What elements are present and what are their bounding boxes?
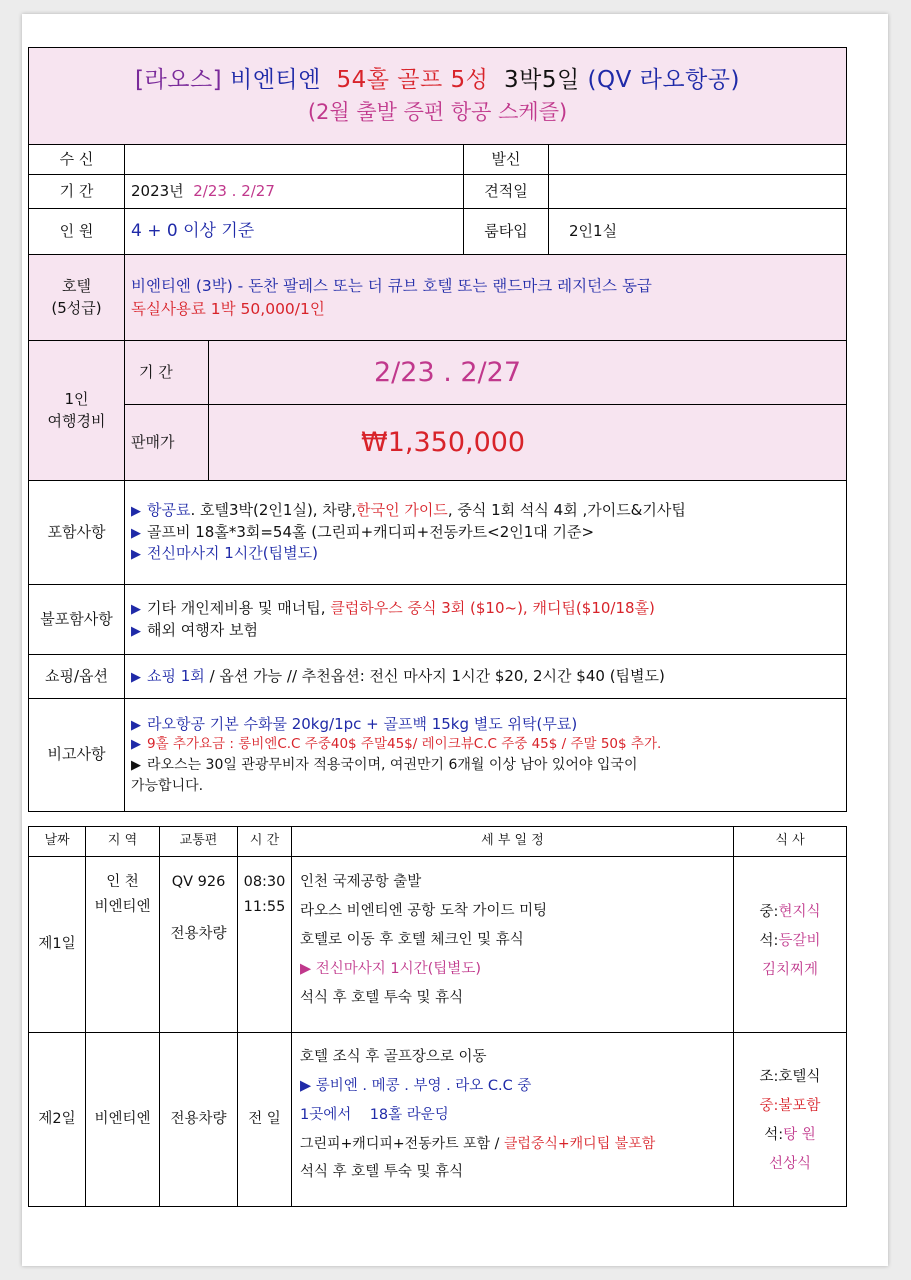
day2-meal-dinner-extra: 선상식 xyxy=(768,1156,812,1173)
included-detail xyxy=(125,481,847,585)
included-line-2 xyxy=(131,522,840,544)
day2-date: 제2일 xyxy=(29,1033,86,1207)
day2-detail-4b: 클럽중식+캐디팁 불포함 xyxy=(503,1136,656,1153)
day2-detail-2: ▶ 롱비엔 . 메콩 . 부영 . 라오 C.C 중 xyxy=(300,1078,532,1095)
day1-meal-dinner-extra: 김치찌게 xyxy=(761,962,819,979)
shopping-detail xyxy=(125,655,847,699)
schedule-header-transport: 교통편 xyxy=(160,827,238,857)
remarks-visa: 라오스는 30일 관광무비자 적용국이며, 여권만기 6개월 이상 남아 있어야 입국이 xyxy=(147,757,638,774)
day2-region: 비엔티엔 xyxy=(86,1033,160,1207)
day1-meal-dinner-value: 등갈비 xyxy=(778,933,821,950)
day1-detail-2: 라오스 비엔티엔 공항 도착 가이드 미팅 xyxy=(300,903,548,920)
day1-meal-lunch-value: 현지식 xyxy=(778,904,821,920)
cost-label xyxy=(29,341,125,481)
remarks-detail xyxy=(125,699,847,812)
bullet-icon: ▶ xyxy=(131,503,141,519)
cost-period-label: 기 간 xyxy=(125,341,209,405)
quote-date-label: 견적일 xyxy=(464,175,549,209)
day2-meal xyxy=(734,1033,847,1207)
schedule-table xyxy=(28,826,847,1207)
day2-detail-5: 석식 후 호텔 투숙 및 휴식 xyxy=(300,1164,464,1181)
cost-label-line-2: 여행경비 xyxy=(47,411,106,430)
included-hotel-car: . 호텔3박(2인1실), 차량, xyxy=(190,500,357,519)
title-duration: 3박5일 xyxy=(504,67,580,94)
recipient-label: 수 신 xyxy=(29,145,125,175)
bullet-icon: ▶ xyxy=(131,737,141,753)
remarks-line-1 xyxy=(131,714,840,736)
day1-detail-1: 인천 국제공항 출발 xyxy=(300,874,422,890)
day1-meal xyxy=(734,857,847,1033)
remarks-line-3 xyxy=(131,755,840,776)
hotel-detail-line-1: 비엔티엔 (3박) - 돈찬 팔레스 또는 더 큐브 호텔 또는 랜드마크 레지던스 동급 xyxy=(131,277,652,296)
day1-region-2: 비엔티엔 xyxy=(94,899,151,916)
remarks-line-2 xyxy=(131,735,840,755)
shopping-label: 쇼핑/옵션 xyxy=(29,655,125,699)
remarks-label: 비고사항 xyxy=(29,699,125,812)
excluded-label: 불포함사항 xyxy=(29,585,125,655)
day1-time-1: 08:30 xyxy=(243,874,286,890)
day1-flight: QV 926 xyxy=(171,874,226,890)
day1-detail-3: 호텔로 이동 후 호텔 체크인 및 휴식 xyxy=(300,932,524,949)
hotel-label xyxy=(29,255,125,341)
included-line-1 xyxy=(131,500,840,522)
excluded-detail xyxy=(125,585,847,655)
day2-meal-dinner xyxy=(736,1125,844,1146)
day2-detail-1: 호텔 조식 후 골프장으로 이동 xyxy=(300,1049,487,1065)
excluded-clubhouse: 클럽하우스 중식 3회 ($10~), 캐디팁($10/18홀) xyxy=(330,598,655,617)
hotel-label-line-1: 호텔 xyxy=(62,276,91,295)
day2-meal-lunch: 중:불포함 xyxy=(759,1098,821,1115)
hotel-label-line-2: (5성급) xyxy=(51,298,102,317)
excluded-line-1 xyxy=(131,598,840,620)
day2-detail-4 xyxy=(300,1134,725,1154)
included-airfare: 항공료 xyxy=(147,500,191,519)
day1-region-1: 인 천 xyxy=(106,874,139,890)
title-country: [라오스] xyxy=(135,67,223,94)
bullet-icon: ▶ xyxy=(131,758,141,774)
room-type-value: 2인1실 xyxy=(549,209,847,255)
period-dates: 2/23 . 2/27 xyxy=(193,181,275,200)
price-value: ₩1,350,000 xyxy=(209,405,847,481)
day1-detail-4: ▶ 전신마사지 1시간(팁별도) xyxy=(300,961,481,978)
people-label: 인 원 xyxy=(29,209,125,255)
day2-time: 전 일 xyxy=(238,1033,292,1207)
schedule-header-region: 지 역 xyxy=(86,827,160,857)
title-city: 비엔티엔 xyxy=(229,67,321,94)
people-value: 4 + 0 이상 기준 xyxy=(125,209,464,255)
day2-meal-breakfast: 조:호텔식 xyxy=(759,1069,821,1085)
price-label: 판매가 xyxy=(125,405,209,481)
excluded-personal: 기타 개인제비용 및 매너팁, xyxy=(147,598,326,617)
excluded-insurance: 해외 여행자 보험 xyxy=(147,620,258,639)
day2-detail-3 xyxy=(300,1105,725,1126)
remarks-9hole-fee: 9홀 추가요금 : 롱비엔C.C 주중40$ 주말45$/ 레이크뷰C.C 주중 45$ / 주말 50$ 추가. xyxy=(147,736,662,753)
bullet-icon: ▶ xyxy=(131,547,141,563)
included-meals-tips: , 중식 1회 석식 4회 ,가이드&기사팁 xyxy=(447,500,686,519)
cost-label-line-1: 1인 xyxy=(64,389,89,408)
title-airline: (QV 라오항공) xyxy=(587,67,740,94)
bullet-icon: ▶ xyxy=(131,717,141,733)
bullet-icon: ▶ xyxy=(131,623,141,639)
schedule-header-meal: 식 사 xyxy=(734,827,847,857)
remarks-visa-cont: 가능합니다. xyxy=(131,778,204,795)
day2-meal-dinner-label: 석: xyxy=(764,1127,784,1144)
schedule-header-time: 시 간 xyxy=(238,827,292,857)
title-cell xyxy=(29,48,847,145)
day1-detail xyxy=(292,857,734,1033)
day1-time xyxy=(238,857,292,1033)
hotel-detail-line-2: 독실사용료 1박 50,000/1인 xyxy=(131,299,325,318)
sender-value xyxy=(549,145,847,175)
day2-detail-4a: 그린피+캐디피+전동카트 포함 / xyxy=(300,1136,500,1153)
recipient-value xyxy=(125,145,464,175)
day1-time-2: 11:55 xyxy=(243,899,286,916)
schedule-header-date: 날짜 xyxy=(29,827,86,857)
bullet-icon: ▶ xyxy=(131,669,141,685)
day1-meal-lunch xyxy=(736,902,844,923)
room-type-label: 룸타입 xyxy=(464,209,549,255)
day1-detail-5: 석식 후 호텔 투숙 및 휴식 xyxy=(300,990,464,1007)
sender-label: 발신 xyxy=(464,145,549,175)
day2-transport: 전용차량 xyxy=(160,1033,238,1207)
quote-date-value xyxy=(549,175,847,209)
included-line-3 xyxy=(131,543,840,565)
bullet-icon: ▶ xyxy=(131,601,141,617)
day1-transport xyxy=(160,857,238,1033)
shopping-options: / 옵션 가능 // 추천옵션: 전신 마사지 1시간 $20, 2시간 $40 (팁별도) xyxy=(209,666,665,685)
remarks-baggage: 라오항공 기본 수화물 20kg/1pc + 골프백 15kg 별도 위탁(무료) xyxy=(147,714,578,733)
schedule-header-detail: 세 부 일 정 xyxy=(292,827,734,857)
included-massage: 전신마사지 1시간(팁별도) xyxy=(147,544,318,563)
cost-period-value: 2/23 . 2/27 xyxy=(209,341,847,405)
included-guide: 한국인 가이드 xyxy=(356,500,448,519)
day1-vehicle: 전용차량 xyxy=(170,926,227,943)
period-label: 기 간 xyxy=(29,175,125,209)
bullet-icon: ▶ xyxy=(131,525,141,541)
day1-date: 제1일 xyxy=(29,857,86,1033)
included-label: 포함사항 xyxy=(29,481,125,585)
title-line-2: (2월 출발 증편 항공 스케즐) xyxy=(307,100,568,125)
excluded-line-2 xyxy=(131,620,840,642)
title-golf: 54홀 골프 5성 xyxy=(336,67,489,94)
day2-detail-3a: 1곳에서 xyxy=(300,1107,352,1124)
day2-detail xyxy=(292,1033,734,1207)
period-year: 2023년 xyxy=(131,181,184,200)
itinerary-info-table xyxy=(28,47,847,812)
day1-meal-dinner-label: 석: xyxy=(759,933,779,950)
included-golf: 골프비 18홀*3회=54홀 (그린피+캐디피+전동카트<2인1대 기준> xyxy=(147,522,595,541)
day1-meal-dinner xyxy=(736,931,844,952)
day1-meal-lunch-label: 중: xyxy=(759,904,779,920)
period-value xyxy=(125,175,464,209)
day1-region xyxy=(86,857,160,1033)
hotel-detail xyxy=(125,255,847,341)
day2-meal-dinner-value: 탕 원 xyxy=(783,1127,816,1144)
shopping-count: 쇼핑 1회 xyxy=(147,666,205,685)
day2-detail-3b: 18홀 라운딩 xyxy=(369,1107,449,1124)
title-line-1 xyxy=(35,64,840,97)
